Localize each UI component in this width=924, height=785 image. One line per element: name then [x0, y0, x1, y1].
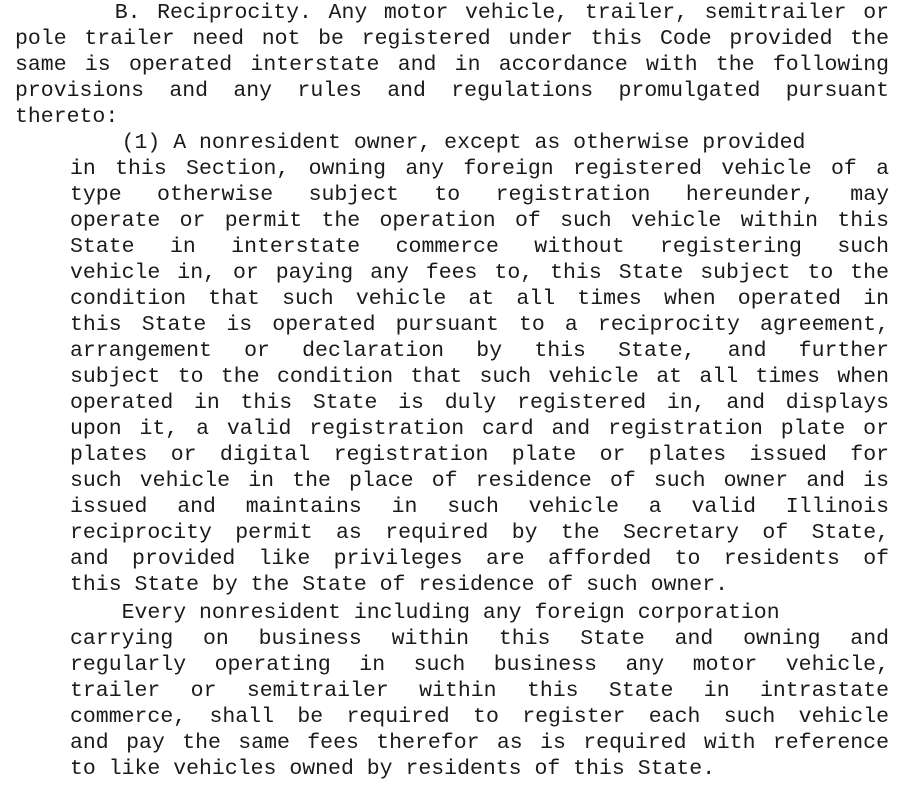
text-line: pole trailer need not be registered under this Code provided the [15, 27, 889, 51]
text-line: to like vehicles owned by residents of this State. [70, 757, 716, 781]
text-line: subject to the condition that such vehicle at all times when [70, 365, 889, 389]
text-line: arrangement or declaration by this State, and further [70, 339, 889, 363]
text-line: commerce, shall be required to register each such vehicle [70, 705, 889, 729]
text-line: same is operated interstate and in accordance with the following [15, 53, 889, 77]
text-line: this State by the State of residence of such owner. [70, 573, 729, 597]
paragraph-nonresident-owner [70, 130, 889, 598]
text-line: and provided like privileges are afforded to residents of [70, 547, 889, 571]
text-line: (1) A nonresident owner, except as otherwise provided [70, 131, 806, 155]
text-line: plates or digital registration plate or plates issued for [70, 443, 889, 467]
text-line: State in interstate commerce without registering such [70, 235, 889, 259]
text-line: thereto: [15, 105, 119, 129]
text-line: regularly operating in such business any motor vehicle, [70, 653, 889, 677]
text-line: B. Reciprocity. Any motor vehicle, trailer, semitrailer or [15, 1, 889, 25]
paragraph-foreign-corporation [70, 600, 889, 782]
text-line: such vehicle in the place of residence of such owner and is [70, 469, 889, 493]
text-line: provisions and any rules and regulations promulgated pursuant [15, 79, 889, 103]
paragraph-reciprocity-intro [15, 0, 889, 130]
text-line: trailer or semitrailer within this State in intrastate [70, 679, 889, 703]
text-line: issued and maintains in such vehicle a valid Illinois [70, 495, 889, 519]
text-line: upon it, a valid registration card and registration plate or [70, 417, 889, 441]
text-line: operated in this State is duly registered in, and displays [70, 391, 889, 415]
text-line: reciprocity permit as required by the Secretary of State, [70, 521, 889, 545]
text-line: operate or permit the operation of such vehicle within this [70, 209, 889, 233]
text-line: carrying on business within this State and owning and [70, 627, 889, 651]
text-line: in this Section, owning any foreign registered vehicle of a [70, 157, 889, 181]
text-line: vehicle in, or paying any fees to, this State subject to the [70, 261, 889, 285]
text-line: condition that such vehicle at all times when operated in [70, 287, 889, 311]
text-line: type otherwise subject to registration hereunder, may [70, 183, 889, 207]
text-line: and pay the same fees therefor as is required with reference [70, 731, 889, 755]
text-line: Every nonresident including any foreign corporation [70, 601, 780, 625]
text-line: this State is operated pursuant to a reciprocity agreement, [70, 313, 889, 337]
